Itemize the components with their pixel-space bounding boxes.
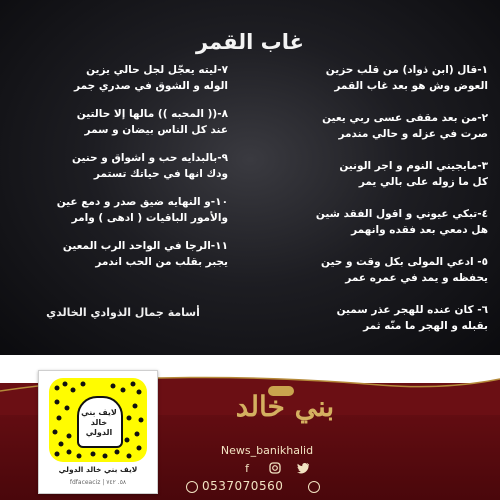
twitter-icon[interactable]: [296, 462, 310, 476]
poem-left-column: [18, 62, 228, 282]
phone-row[interactable]: [186, 479, 336, 495]
poem-right-column: [278, 62, 488, 350]
whatsapp-icon: [186, 481, 198, 493]
verse: ١٠-و النهايه ضيق صدر و دمع عين والأمور الباقيات ( ادهى ) وامر: [56, 196, 228, 224]
snapcode-username: fdfaceaciz | ٥٨. ٧٤٢: [69, 479, 127, 486]
poem-title: غاب القمر: [196, 30, 304, 54]
verse: ٩-بالبدايه حب و اشواق و حنين ودك انها في حياتك تستمر: [72, 152, 228, 180]
verse: ١١-الرجا في الواحد الرب المعين يجبر بقلب من الحب اندمر: [62, 240, 228, 268]
snapcode: [49, 378, 147, 462]
verse: ٥- ادعي المولى بكل وقت و حين يحفظه و يمد في عمره عمر: [321, 256, 488, 284]
poet-signature: أسامة جمال الذوادي الخالدي: [46, 306, 200, 319]
verse: ٤-تبكي عيوني و اقول الفقد شين هل دمعي بعد فقده وانهمر: [315, 208, 488, 236]
snapcode-caption: لايف بني خالد الدولي: [58, 465, 138, 474]
verse: ٦- كان عنده للهجر عذر سمين بقبله و الهجر ما منّه ثمر: [336, 304, 488, 332]
verse: ٨-(( المحبه )) مالها إلا حالتين عند كل الناس بيضان و سمر: [76, 108, 228, 136]
verse: ٧-ليته يعجّل لجل حالي يزين الوله و الشوق في صدري جمر: [74, 64, 228, 92]
brand-logo-text: بني خالد: [235, 390, 335, 423]
phone-number: 0537070560: [202, 479, 284, 493]
facebook-icon[interactable]: f: [245, 462, 249, 475]
verse: ٣-مايجيني النوم و اجر الونين كل ما زوله على بالي يمر: [339, 160, 488, 188]
snapcode-label: لايف بني خالد الدولي: [81, 408, 117, 437]
verse: ٢-من بعد مقفى عسى ربي يعين صرت في عزله و حالي مندمر: [322, 112, 488, 140]
snapcode-card[interactable]: [38, 370, 158, 494]
instagram-icon[interactable]: [268, 462, 282, 476]
verse: ١-قال (ابن ذواد) من قلب حزين العوض وش هو بعد غاب القمر: [325, 64, 488, 92]
social-icons: [238, 462, 318, 476]
whatsapp-icon: [308, 481, 320, 493]
news-handle[interactable]: News_banikhalid: [220, 444, 314, 457]
